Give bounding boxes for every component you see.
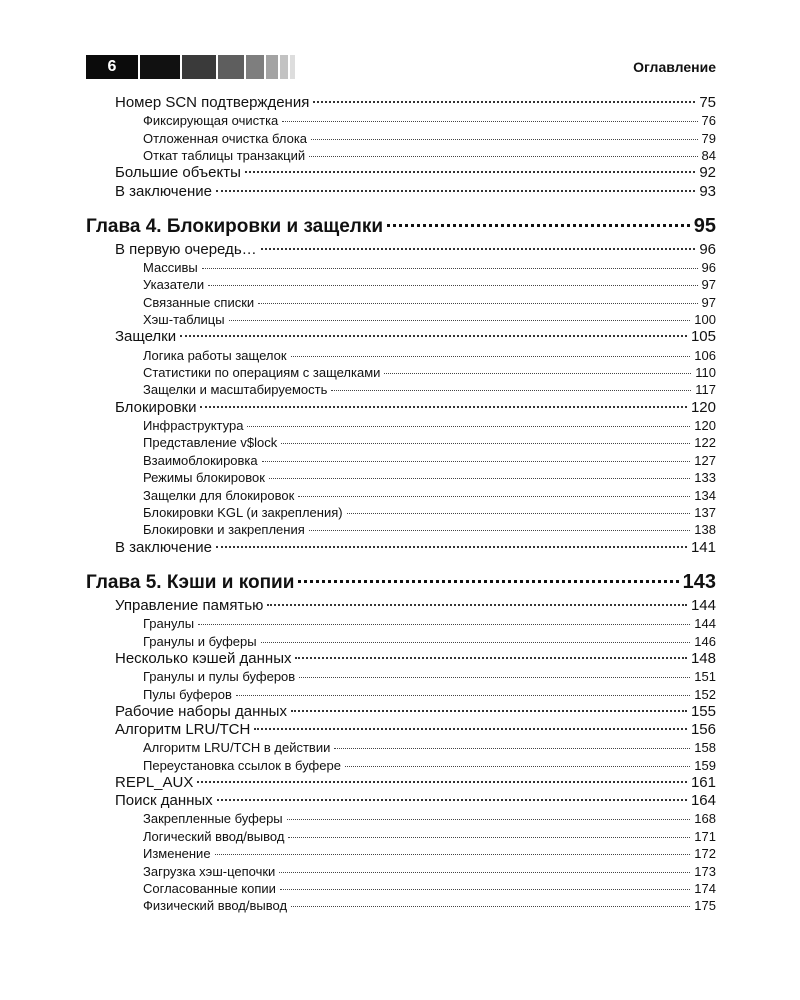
- toc-leader-dots: [229, 320, 691, 321]
- toc-subsection: [86, 294, 716, 311]
- toc-page-number: 117: [695, 382, 716, 398]
- toc-page-number: 138: [694, 522, 716, 538]
- toc-entry-title: Блокировки KGL (и закрепления): [143, 504, 343, 520]
- toc-entry-title: Блокировки и закрепления: [143, 522, 305, 538]
- toc-entry-title: Гранулы и пулы буферов: [143, 669, 296, 685]
- toc-page-number: 96: [701, 259, 716, 275]
- toc-subsection: [86, 668, 716, 685]
- toc-leader-dots: [254, 728, 687, 730]
- toc-page-number: 105: [690, 328, 716, 346]
- toc-leader-dots: [236, 695, 690, 696]
- toc-page-number: 144: [694, 616, 716, 632]
- toc-entry-title: Глава 5. Кэши и копии: [86, 571, 295, 593]
- toc-subsection: [86, 434, 716, 451]
- toc-entry-title: Управление памятью: [115, 596, 264, 614]
- toc-page-number: 172: [694, 846, 716, 862]
- toc-page-number: 152: [694, 686, 716, 702]
- toc-subsection: [86, 633, 716, 650]
- toc-page-number: 122: [694, 435, 716, 451]
- toc-entry-title: Режимы блокировок: [143, 470, 265, 486]
- toc-leader-dots: [281, 443, 690, 444]
- toc-subsection: [86, 364, 716, 381]
- toc-page-number: 146: [694, 633, 716, 649]
- toc-entry-title: Алгоритм LRU/TCH: [115, 721, 251, 739]
- toc-entry-title: REPL_AUX: [115, 774, 194, 792]
- toc-section: [86, 650, 716, 668]
- toc-section: [86, 241, 716, 259]
- toc-entry-title: Взаимоблокировка: [143, 452, 258, 468]
- toc-subsection: [86, 112, 716, 129]
- toc-entry-title: Изменение: [143, 846, 211, 862]
- toc-leader-dots: [247, 426, 690, 427]
- running-title: Оглавление: [633, 59, 716, 75]
- toc-leader-dots: [282, 121, 697, 122]
- toc-subsection: [86, 615, 716, 632]
- header-gradient-bar: [218, 55, 244, 79]
- toc-page-number: 93: [699, 182, 716, 200]
- toc-entry-title: Физический ввод/вывод: [143, 898, 288, 914]
- toc-page-number: 141: [690, 538, 716, 556]
- toc-page-number: 106: [694, 347, 716, 363]
- toc-page-number: 137: [694, 504, 716, 520]
- toc-entry-title: Защелки и масштабируемость: [143, 382, 328, 398]
- toc-section: [86, 164, 716, 182]
- toc-entry-title: Закрепленные буферы: [143, 811, 283, 827]
- toc-page-number: 134: [694, 487, 716, 503]
- toc-page-number: 148: [690, 649, 716, 667]
- toc-entry-title: Логика работы защелок: [143, 347, 287, 363]
- toc-subsection: [86, 828, 716, 845]
- toc-page-number: 84: [701, 147, 716, 163]
- toc-subsection: [86, 417, 716, 434]
- page-header: [86, 55, 716, 81]
- toc-entry-title: В заключение: [115, 182, 212, 200]
- toc-leader-dots: [208, 285, 697, 286]
- toc-entry-title: Статистики по операциям с защелками: [143, 365, 381, 381]
- toc-section: [86, 597, 716, 615]
- toc-page-number: 100: [694, 312, 716, 328]
- toc-subsection: [86, 347, 716, 364]
- toc-page-number: 92: [699, 164, 716, 182]
- toc-subsection: [86, 880, 716, 897]
- toc-section: [86, 774, 716, 792]
- toc-entry-title: Логический ввод/вывод: [143, 828, 285, 844]
- toc-section: [86, 328, 716, 346]
- toc-page-number: 143: [682, 570, 716, 593]
- header-gradient-bar: [280, 55, 288, 79]
- toc-leader-dots: [313, 101, 695, 103]
- header-gradient-bar: [266, 55, 278, 79]
- toc-subsection: [86, 311, 716, 328]
- toc-leader-dots: [295, 657, 686, 659]
- toc-entry-title: Связанные списки: [143, 294, 255, 310]
- header-gradient-bar: [182, 55, 216, 79]
- toc-page-number: 174: [694, 880, 716, 896]
- toc-entry-title: Защелки для блокировок: [143, 487, 295, 503]
- toc-leader-dots: [180, 335, 687, 337]
- toc-leader-dots: [345, 766, 690, 767]
- toc-section: [86, 399, 716, 417]
- toc-leader-dots: [309, 530, 691, 531]
- toc-entry-title: Указатели: [143, 277, 205, 293]
- toc-leader-dots: [261, 642, 691, 643]
- toc-subsection: [86, 521, 716, 538]
- toc-subsection: [86, 810, 716, 827]
- toc-leader-dots: [258, 303, 697, 304]
- toc-page-number: 158: [694, 740, 716, 756]
- toc-entry-title: Защелки: [115, 328, 177, 346]
- toc-leader-dots: [280, 889, 690, 890]
- toc-leader-dots: [200, 406, 686, 408]
- toc-page-number: 156: [690, 721, 716, 739]
- toc-leader-dots: [384, 373, 691, 374]
- toc-leader-dots: [291, 906, 690, 907]
- toc-page-number: 168: [694, 811, 716, 827]
- toc-section: [86, 721, 716, 739]
- toc-subsection: [86, 757, 716, 774]
- toc-page-number: 164: [690, 792, 716, 810]
- toc-entry-title: Фиксирующая очистка: [143, 113, 279, 129]
- toc-entry-title: Переустановка ссылок в буфере: [143, 757, 341, 773]
- toc-leader-dots: [299, 677, 690, 678]
- toc-page-number: 133: [694, 470, 716, 486]
- toc-page-number: 75: [699, 94, 716, 111]
- toc-page-number: 171: [694, 828, 716, 844]
- toc-page-number: 175: [694, 898, 716, 914]
- toc-subsection: [86, 487, 716, 504]
- toc-page-number: 120: [690, 398, 716, 416]
- toc-entry-title: Рабочие наборы данных: [115, 702, 287, 720]
- table-of-contents: [86, 94, 716, 915]
- toc-leader-dots: [298, 496, 690, 497]
- toc-entry-title: Хэш-таблицы: [143, 312, 225, 328]
- toc-subsection: [86, 276, 716, 293]
- toc-page-number: 144: [690, 596, 716, 614]
- toc-page-number: 151: [694, 669, 716, 685]
- toc-page-number: 76: [701, 113, 716, 129]
- toc-entry-title: Отложенная очистка блока: [143, 130, 308, 146]
- toc-page-number: 97: [701, 294, 716, 310]
- toc-leader-dots: [262, 461, 691, 462]
- toc-section: [86, 792, 716, 810]
- toc-entry-title: Номер SCN подтверждения: [115, 94, 310, 111]
- toc-entry-title: Гранулы: [143, 616, 195, 632]
- toc-entry-title: В заключение: [115, 538, 212, 556]
- header-gradient-bar: [246, 55, 264, 79]
- toc-section: [86, 183, 716, 201]
- toc-section: [86, 539, 716, 557]
- toc-page-number: 173: [694, 863, 716, 879]
- toc-leader-dots: [267, 604, 687, 606]
- toc-page-number: 161: [690, 774, 716, 792]
- toc-leader-dots: [261, 248, 696, 250]
- toc-entry-title: Пулы буферов: [143, 686, 232, 702]
- toc-entry-title: Алгоритм LRU/TCH в действии: [143, 740, 331, 756]
- toc-leader-dots: [311, 139, 697, 140]
- toc-section: [86, 94, 716, 112]
- toc-entry-title: Массивы: [143, 259, 198, 275]
- toc-leader-dots: [279, 872, 690, 873]
- toc-entry-title: Загрузка хэш-цепочки: [143, 863, 276, 879]
- toc-leader-dots: [217, 799, 687, 801]
- toc-leader-dots: [216, 190, 695, 192]
- toc-entry-title: Гранулы и буферы: [143, 633, 257, 649]
- toc-entry-title: Представление v$lock: [143, 435, 278, 451]
- toc-entry-title: В первую очередь…: [115, 240, 257, 258]
- toc-leader-dots: [387, 224, 690, 227]
- toc-page-number: 155: [690, 702, 716, 720]
- header-gradient-bar: [290, 55, 295, 79]
- toc-entry-title: Согласованные копии: [143, 880, 276, 896]
- toc-page-number: 79: [701, 130, 716, 146]
- page-number: 6: [86, 55, 138, 79]
- toc-entry-title: Блокировки: [115, 398, 197, 416]
- toc-leader-dots: [347, 513, 691, 514]
- toc-leader-dots: [291, 356, 691, 357]
- toc-leader-dots: [197, 781, 687, 783]
- toc-leader-dots: [309, 156, 697, 157]
- toc-subsection: [86, 897, 716, 914]
- toc-subsection: [86, 863, 716, 880]
- toc-leader-dots: [291, 710, 687, 712]
- toc-page-number: 95: [693, 214, 716, 237]
- toc-section: [86, 703, 716, 721]
- toc-subsection: [86, 845, 716, 862]
- toc-page-number: 159: [694, 757, 716, 773]
- toc-subsection: [86, 259, 716, 276]
- toc-leader-dots: [298, 580, 678, 583]
- toc-leader-dots: [245, 171, 695, 173]
- toc-leader-dots: [288, 837, 690, 838]
- toc-leader-dots: [334, 748, 690, 749]
- toc-entry-title: Большие объекты: [115, 164, 241, 182]
- toc-leader-dots: [198, 624, 690, 625]
- toc-subsection: [86, 469, 716, 486]
- toc-subsection: [86, 686, 716, 703]
- toc-chapter: [86, 569, 716, 595]
- toc-subsection: [86, 739, 716, 756]
- toc-subsection: [86, 147, 716, 164]
- toc-subsection: [86, 504, 716, 521]
- toc-leader-dots: [202, 268, 698, 269]
- toc-page-number: 110: [695, 365, 716, 381]
- header-gradient-bar: [140, 55, 180, 79]
- toc-leader-dots: [215, 854, 691, 855]
- toc-chapter: [86, 213, 716, 239]
- toc-entry-title: Откат таблицы транзакций: [143, 147, 306, 163]
- toc-subsection: [86, 130, 716, 147]
- toc-leader-dots: [287, 819, 691, 820]
- toc-entry-title: Глава 4. Блокировки и защелки: [86, 215, 384, 237]
- toc-subsection: [86, 381, 716, 398]
- toc-page-number: 120: [694, 418, 716, 434]
- toc-page-number: 96: [699, 240, 716, 258]
- toc-entry-title: Инфраструктура: [143, 418, 244, 434]
- toc-leader-dots: [269, 478, 690, 479]
- toc-leader-dots: [331, 390, 691, 391]
- toc-page-number: 127: [694, 452, 716, 468]
- toc-entry-title: Поиск данных: [115, 792, 213, 810]
- toc-subsection: [86, 452, 716, 469]
- toc-leader-dots: [216, 546, 687, 548]
- toc-entry-title: Несколько кэшей данных: [115, 649, 292, 667]
- toc-page-number: 97: [701, 277, 716, 293]
